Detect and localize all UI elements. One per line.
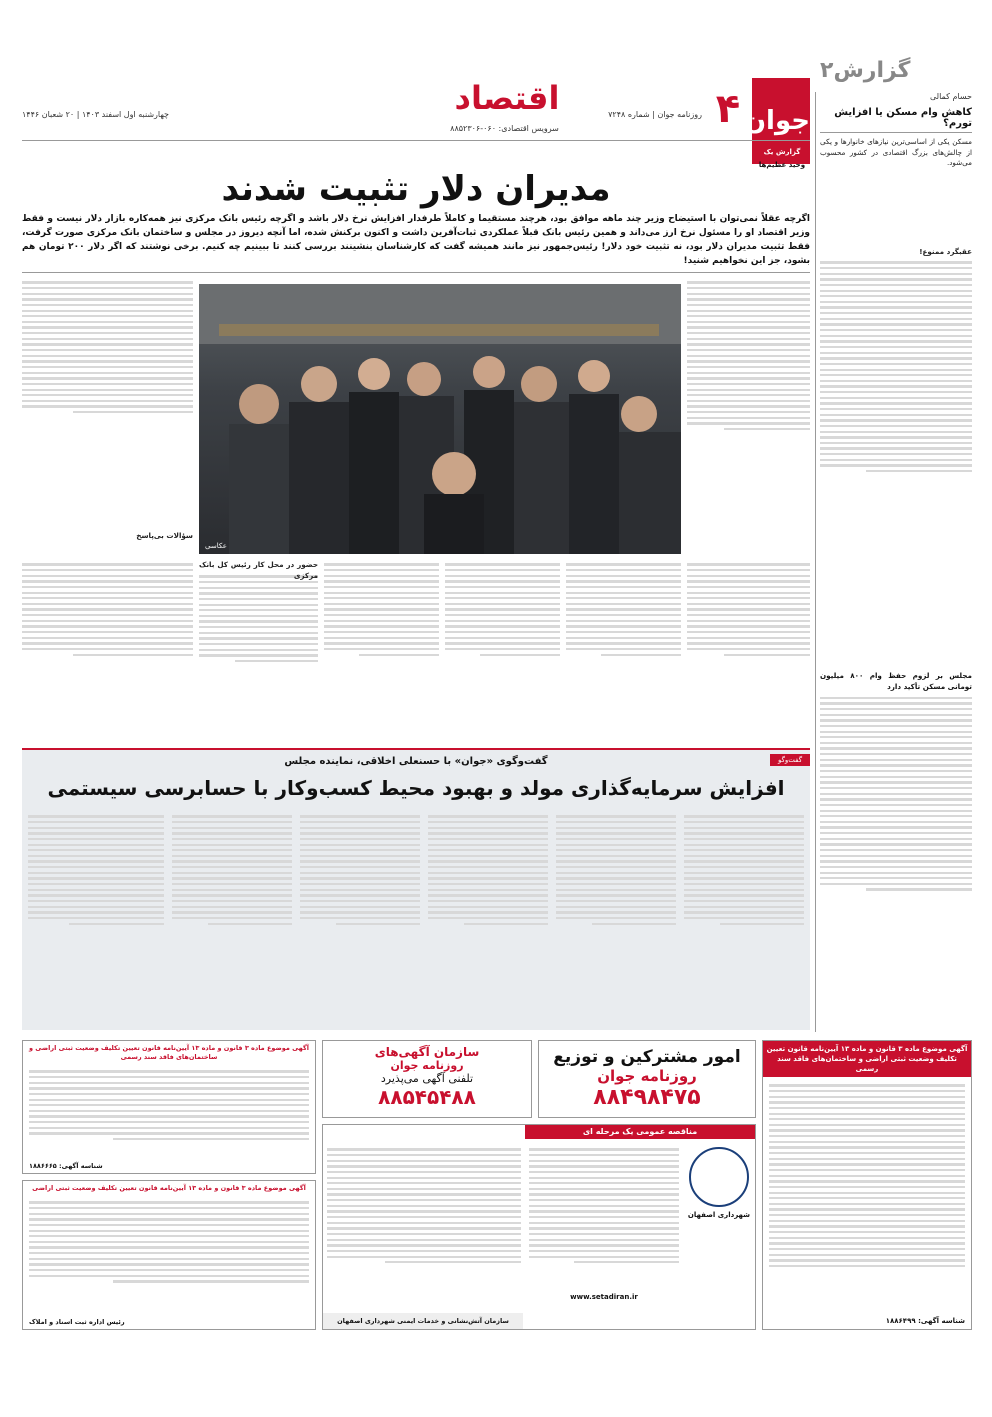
photo-credit: عکاسی: [205, 542, 227, 550]
classifieds-line3: تلفنی آگهی می‌پذیرد: [380, 1072, 474, 1085]
notice-right-title: آگهی موضوع ماده ۳ قانون و ماده ۱۳ آیین‌نامه قانون تعیین تکلیف وضعیت ثبتی اراضی و ساختمان‌های فاقد سند رسمی: [763, 1041, 971, 1077]
tender-org: شهرداری اصفهان: [687, 1211, 751, 1219]
photo-illustration: [199, 284, 681, 554]
interview-tag: گفت‌وگو: [770, 754, 810, 766]
report-column: [820, 92, 972, 1032]
main-col-1: [687, 560, 810, 740]
main-col-6: [22, 560, 193, 740]
date-line: چهارشنبه اول اسفند ۱۴۰۳ | ۲۰ شعبان ۱۴۴۶: [22, 110, 169, 119]
report-title: کاهش وام مسکن یا افزایش تورم؟: [820, 107, 972, 133]
report-body-2: [820, 697, 972, 1067]
main-photo: [199, 284, 681, 554]
report-lede: مسکن یکی از اساسی‌ترین نیازهای خانوارها و یکی از چالش‌های بزرگ اقتصادی در کشور محسوب می‌شود.: [820, 137, 972, 168]
interview-col-1: [684, 812, 804, 1022]
tender-title: مناقصه عمومی یک مرحله ای: [525, 1125, 755, 1139]
municipality-logo-icon: [689, 1147, 749, 1207]
interview-box: [22, 748, 810, 1030]
main-subhead-1: سؤالات بی‌پاسخ: [136, 531, 193, 541]
notice-left-top: [22, 1040, 316, 1174]
reporter-name: وحید عظیم‌ها: [758, 161, 806, 169]
subscription-phone: ۸۸۴۹۸۴۷۵: [593, 1085, 701, 1110]
subscription-subtitle: روزنامه جوان: [597, 1067, 697, 1085]
interview-col-2: [556, 812, 676, 1022]
interview-kicker: گفت‌وگوی «جوان» با حسنعلی اخلاقی، نماینده مجلس: [284, 756, 548, 767]
subscription-ad: [538, 1040, 756, 1118]
newspaper-logo: جوان: [752, 78, 810, 164]
main-col-5: [199, 560, 318, 740]
notice-left-bottom-footer: رئیس اداره ثبت اسناد و املاک: [29, 1318, 125, 1326]
section-title: اقتصاد: [454, 79, 560, 117]
tender-footer: سازمان آتش‌نشانی و خدمات ایمنی شهرداری اصفهان: [323, 1313, 523, 1329]
main-lead: اگرچه عقلاً نمی‌توان با استیضاح وزیر چند ماهه موافق بود، هرچند مستقیما و کاملاً طرفدار افزایش نرخ دلار باشد و اگرچه رئیس بانک مرکزی نیز همه‌کاره بازار دلار نیست و فقط وزیر اقتصاد او را مسئول نرخ ارز می‌داند و همین رئیس بانک قبلاً عملکردی ثبات‌آفرین داشت و اکنون برکنش شده، اما آنچه دیروز در مجلس و ساختمان بانک مرکزی صورت گرفت، فقط تثبیت مدیران دلار بود، نه تثبیت خود دلار! رئیس‌جمهور نیز مانند همیشه گفت که کارشناسان بنشینند بررسی کنند تا ببینیم چه کنیم. برخی نوشتند که اگر دلار ۲۰۰ تومان هم بشود، جز این نخواهیم شنید!: [22, 214, 810, 266]
interview-col-4: [300, 812, 420, 1022]
main-col-right-top: [687, 278, 810, 552]
main-col-left-top: [22, 278, 193, 552]
notice-left-bottom: [22, 1180, 316, 1330]
main-col-2: [566, 560, 681, 740]
main-col-3: [445, 560, 560, 740]
interview-col-5: [172, 812, 292, 1022]
classifieds-phone: ۸۸۵۴۵۴۸۸: [378, 1085, 476, 1109]
report-label: گزارش۲: [820, 58, 911, 83]
notice-left-top-footer: شناسه آگهی: ۱۸۸۶۶۶۵: [29, 1162, 103, 1170]
issue-info: روزنامه جوان | شماره ۷۲۴۸: [608, 110, 702, 119]
classifieds-ad: [322, 1040, 532, 1118]
main-subhead-2: حضور در محل کار رئیس کل بانک مرکزی: [199, 560, 318, 580]
page-number: ۴: [715, 86, 741, 132]
report-subhead-2: مجلس بر لزوم حفظ وام ۸۰۰ میلیون تومانی مسکن تأکید دارد: [820, 671, 972, 691]
lead-divider: [22, 272, 810, 273]
classifieds-line2: روزنامه جوان: [390, 1059, 464, 1072]
report-author: حسام کمالی: [930, 92, 972, 101]
interview-headline: افزایش سرمایه‌گذاری مولد و بهبود محیط کسب‌وکار با حسابرسی سیستمی: [47, 776, 785, 800]
main-col-4: [324, 560, 439, 740]
notice-right: [762, 1040, 972, 1330]
classifieds-line1: سازمان آگهی‌های: [374, 1045, 480, 1059]
notice-right-footer: شناسه آگهی: ۱۸۸۶۴۹۹: [885, 1317, 965, 1325]
section-phone: سرویس اقتصادی: ۰۶۰-۸۸۵۲۳۰۶: [450, 124, 559, 133]
subscription-title: امور مشترکین و توزیع: [553, 1047, 741, 1067]
report-tag: گزارش یک: [754, 146, 810, 159]
masthead-divider: [22, 140, 810, 141]
notice-left-top-title: آگهی موضوع ماده ۳ قانون و ماده ۱۳ آیین‌نامه قانون تعیین تکلیف وضعیت ثبتی اراضی و ساختمان‌های فاقد سند رسمی: [29, 1044, 309, 1061]
interview-col-6: [28, 812, 164, 1022]
report-body-1: [820, 261, 972, 671]
notice-left-bottom-title: آگهی موضوع ماده ۳ قانون و ماده ۱۳ آیین‌نامه قانون تعیین تکلیف وضعیت ثبتی اراضی: [32, 1184, 306, 1192]
main-headline: مدیران دلار تثبیت شدند: [221, 169, 611, 209]
column-rule: [815, 92, 816, 1032]
report-subhead-1: عقبگرد ممنوع!: [919, 247, 972, 256]
tender-site: www.setadiran.ir: [570, 1293, 638, 1301]
interview-col-3: [428, 812, 548, 1022]
tender-ad: [322, 1124, 756, 1330]
